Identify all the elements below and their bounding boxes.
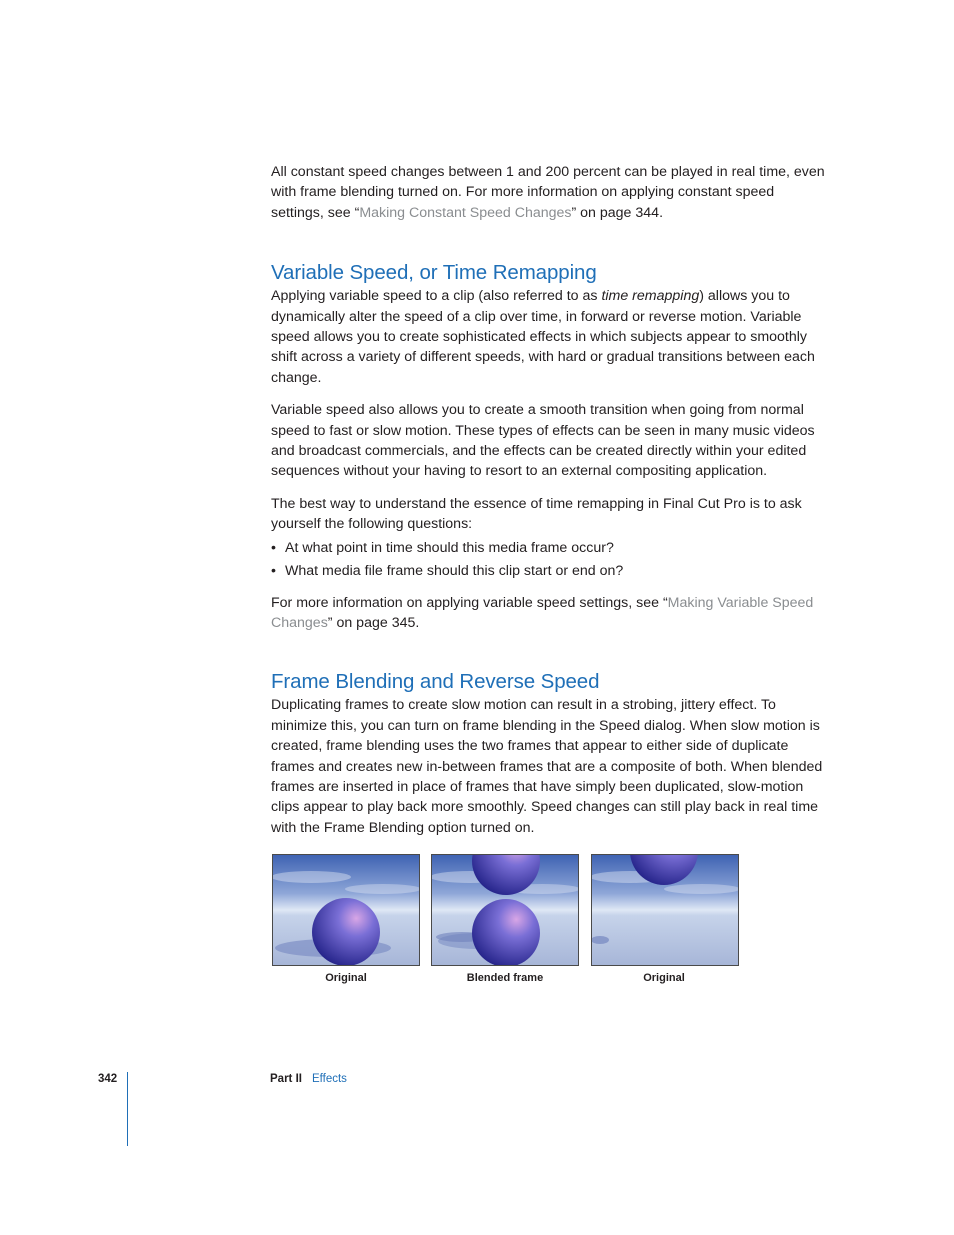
variable-speed-paragraph-4 [271,593,827,634]
part-label: Part II [270,1073,302,1085]
p4-text: For more information on applying variable speed settings, see “ [271,594,668,611]
figure-caption: Blended frame [466,972,544,984]
p1-text: Applying variable speed to a clip (also referred to as [271,288,602,305]
page-content [271,162,827,838]
list-item: • What media file frame should this clip start or end on? [271,561,827,581]
variable-speed-paragraph-3: The best way to understand the essence of time remapping in Final Cut Pro is to ask yourself the following questions: [271,495,802,533]
footer-divider [127,1072,128,1146]
variable-speed-paragraph-1 [271,286,827,388]
section-heading-frame-blending: Frame Blending and Reverse Speed [271,670,600,694]
p4-text-end: ” on page 345. [327,614,420,631]
making-constant-speed-changes-link[interactable]: Making Constant Speed Changes [359,204,572,221]
page-number: 342 [98,1073,118,1085]
p1-text-end: ) allows you to dynamically alter the speed of a clip over time, in forward or reverse motion. Variable speed allows you to create sophisticated effects in which subjects appear to smoothly shift across a variety of different speeds, with hard or gradual transitions between each change. [271,288,815,386]
list-item: • At what point in time should this media frame occur? [271,538,827,558]
sphere-image [273,855,419,965]
footer-part [270,1073,347,1085]
p1-italic-term: time remapping [601,288,700,305]
intro-paragraph [271,162,827,223]
figure-caption: Original [643,972,685,984]
figure-original-2 [591,854,739,966]
figure-original-1 [272,854,420,966]
frame-blending-paragraph: Duplicating frames to create slow motion can result in a strobing, jittery effect. To minimize this, you can turn on frame blending in the Speed dialog. When slow motion is created, frame blending uses the two frames that appear to either side of duplicate frames and creates new in-between frames that are a composite of both. When blended frames are inserted in place of frames that have simply been duplicated, slow-motion clips appear to play back more smoothly. Speed changes can still play back in real time with the Frame Blending option turned on. [271,697,823,836]
effects-link[interactable]: Effects [311,1073,347,1085]
sphere-image [432,855,578,965]
figure-caption: Original [325,972,367,984]
section-heading-variable-speed: Variable Speed, or Time Remapping [271,261,597,285]
intro-text-end: ” on page 344. [571,204,664,221]
figure-blended-frame [431,854,579,966]
sphere-image [592,855,738,965]
making-variable-speed-changes-link[interactable]: Making Variable Speed Changes [271,594,814,631]
intro-text: All constant speed changes between 1 and 200 percent can be played in real time, even with frame blending turned on. For more information on applying constant speed settings, see “ [271,164,825,221]
variable-speed-paragraph-2: Variable speed also allows you to create a smooth transition when going from normal speed to fast or slow motion. These types of effects can be seen in many music videos and broadcast commercials, and the effects can be created directly within your edited sequences without your having to resort to an external compositing application. [271,402,815,480]
questions-list [271,538,827,582]
